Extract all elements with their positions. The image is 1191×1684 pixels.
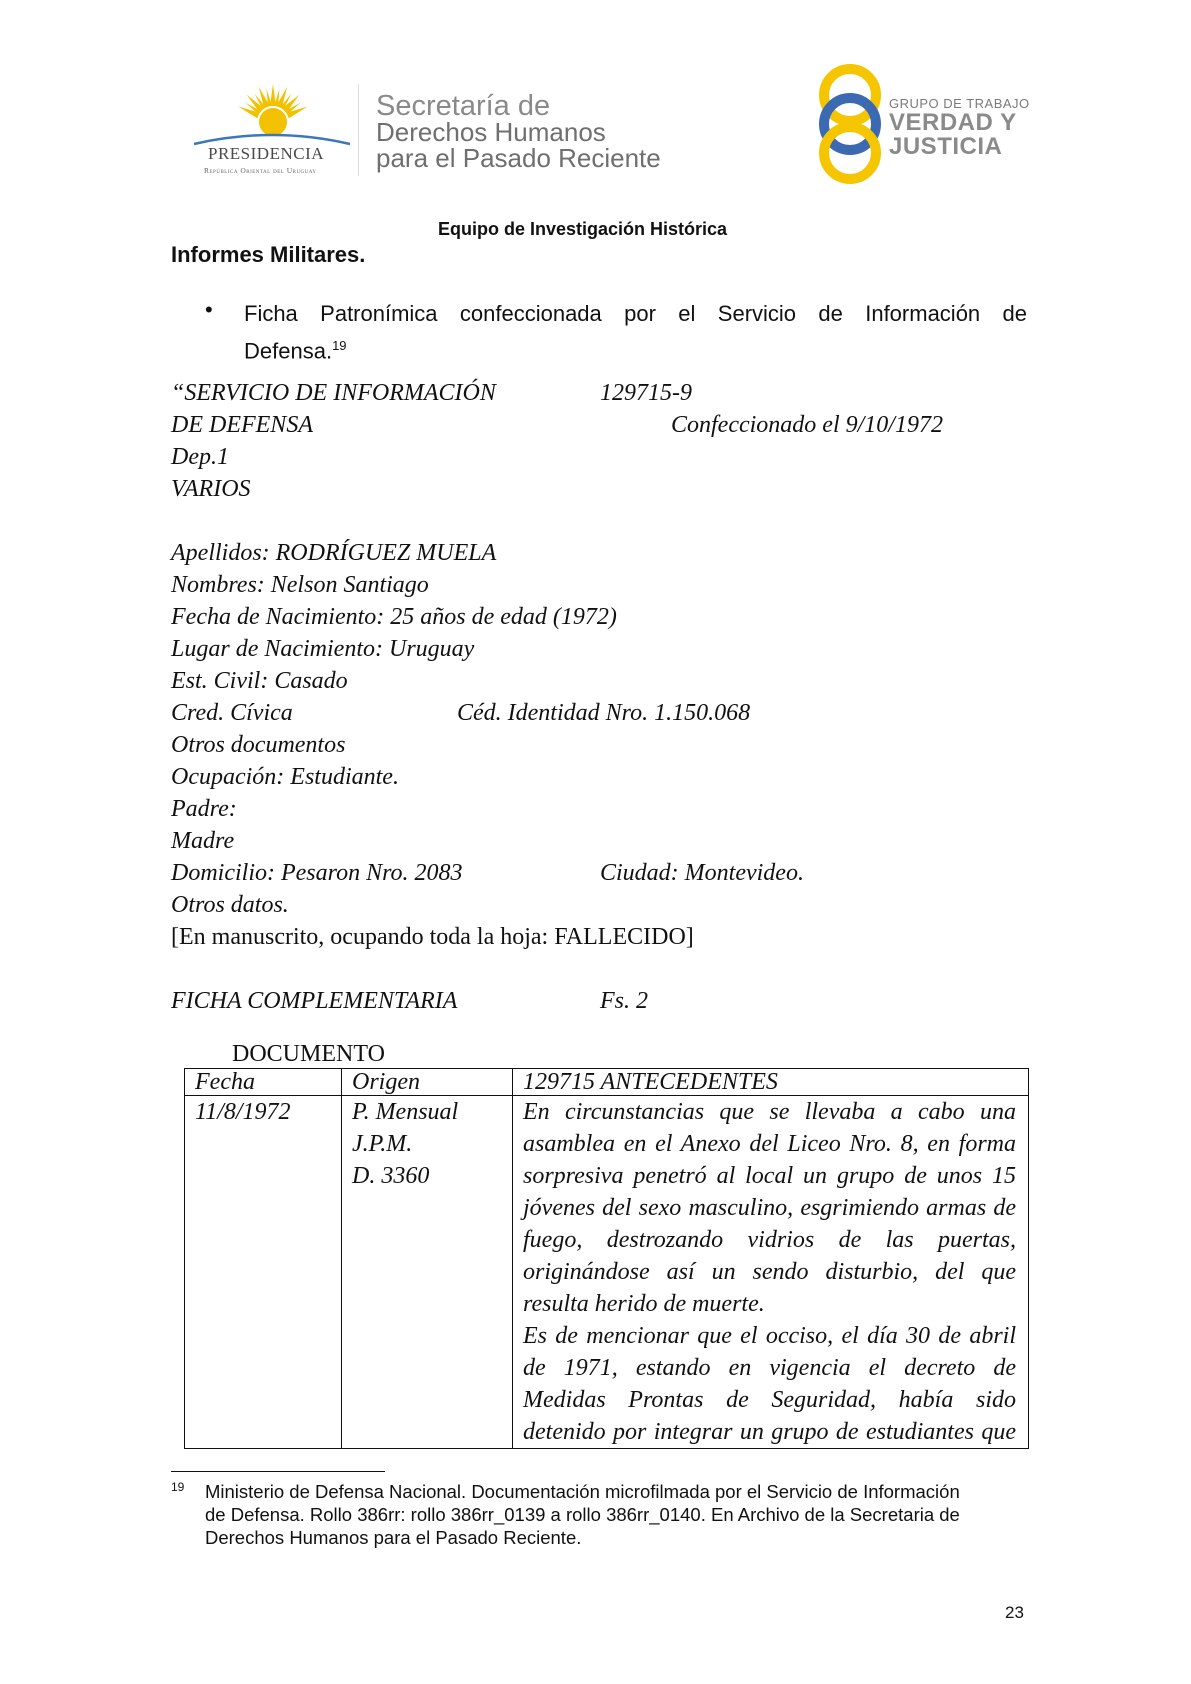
grupo-logo-text xyxy=(889,96,1030,159)
footnote-line: Ministerio de Defensa Nacional. Documentación microfilmada por el Servicio de Información xyxy=(205,1481,960,1502)
cell-antecedentes xyxy=(513,1096,1029,1449)
presidencia-name: PRESIDENCIA xyxy=(208,144,325,163)
ficha-cred-civica: Cred. Cívica xyxy=(171,700,293,726)
ficha-complementaria: FICHA COMPLEMENTARIA xyxy=(171,988,458,1014)
origen-line: J.P.M. xyxy=(352,1131,413,1157)
ficha-nombres: Nombres: Nelson Santiago xyxy=(171,572,429,598)
ficha-madre: Madre xyxy=(171,828,235,854)
ficha-l2-right: Confeccionado el 9/10/1972 xyxy=(671,412,943,438)
ficha-domicilio: Domicilio: Pesaron Nro. 2083 xyxy=(171,860,463,886)
header-divider xyxy=(358,84,359,176)
antecedentes-line: asamblea en el Anexo del Liceo Nro. 8, en forma xyxy=(523,1131,1016,1157)
grupo-small: GRUPO DE TRABAJO xyxy=(889,96,1030,111)
footnote-number: 19 xyxy=(171,1480,185,1494)
bullet-dot: • xyxy=(205,297,213,322)
antecedentes-line: originándose así un sendo disturbio, del que xyxy=(523,1259,1016,1285)
grupo-line1: VERDAD Y xyxy=(889,109,1017,136)
arc-icon xyxy=(190,126,355,146)
antecedentes-line: sorpresiva penetró al local un grupo de unos 15 xyxy=(523,1163,1016,1189)
ficha-ced-identidad: Céd. Identidad Nro. 1.150.068 xyxy=(457,700,751,726)
antecedentes-line: En circunstancias que se llevaba a cabo una xyxy=(523,1099,1016,1125)
ficha-dep: Dep.1 xyxy=(171,444,229,470)
antecedentes-line: de 1971, estando en vigencia el decreto de xyxy=(523,1355,1016,1381)
page-number: 23 xyxy=(1005,1603,1024,1622)
ficha-l1-left: “SERVICIO DE INFORMACIÓN xyxy=(171,380,496,406)
antecedentes-table xyxy=(184,1068,1029,1449)
antecedentes-line: Es de mencionar que el occiso, el día 30 de abril xyxy=(523,1323,1016,1349)
antecedentes-line: Medidas Prontas de Seguridad, había sido xyxy=(523,1387,1016,1413)
table-header-row xyxy=(185,1069,1029,1096)
ficha-manuscrito: [En manuscrito, ocupando toda la hoja: FALLECIDO] xyxy=(171,924,694,950)
footnote-rule xyxy=(171,1471,385,1472)
ficha-ocupacion: Ocupación: Estudiante. xyxy=(171,764,399,790)
ficha-l2-left: DE DEFENSA xyxy=(171,412,313,438)
footnote-line: Derechos Humanos para el Pasado Reciente. xyxy=(205,1527,582,1548)
ficha-est-civil: Est. Civil: Casado xyxy=(171,668,348,694)
antecedentes-line: fuego, destrozando vidrios de las puertas, xyxy=(523,1227,1016,1253)
cell-fecha: 11/8/1972 xyxy=(185,1096,342,1449)
ficha-padre: Padre: xyxy=(171,796,237,822)
rings-icon xyxy=(812,63,888,185)
header-origen: Origen xyxy=(342,1069,513,1096)
bullet-line1: Ficha Patronímica confeccionada por el Servicio de Información de xyxy=(244,301,1027,326)
header-antecedentes: 129715 ANTECEDENTES xyxy=(513,1069,1029,1096)
ficha-varios: VARIOS xyxy=(171,476,251,502)
origen-line: D. 3360 xyxy=(352,1163,430,1189)
footnote-line: de Defensa. Rollo 386rr: rollo 386rr_0139 a rollo 386rr_0140. En Archivo de la Secretaria de xyxy=(205,1504,960,1525)
secretaria-line2: Derechos Humanos xyxy=(376,117,606,147)
bullet-line2-text: Defensa. xyxy=(244,338,333,364)
secretaria-line3: para el Pasado Reciente xyxy=(376,143,661,173)
grupo-line2: JUSTICIA xyxy=(889,133,1003,160)
ficha-otros-docs: Otros documentos xyxy=(171,732,346,758)
ficha-otros-datos: Otros datos. xyxy=(171,892,289,918)
team-heading: Equipo de Investigación Histórica xyxy=(438,219,728,239)
ficha-apellidos: Apellidos: RODRÍGUEZ MUELA xyxy=(171,540,497,566)
presidencia-sub: República Oriental del Uruguay xyxy=(204,166,317,175)
presidencia-logo xyxy=(190,82,355,178)
footnote-ref: 19 xyxy=(332,338,347,353)
footnote-text xyxy=(205,1480,1025,1549)
origen-line: P. Mensual xyxy=(352,1099,459,1125)
ficha-ciudad: Ciudad: Montevideo. xyxy=(600,860,804,886)
ficha-fecha-nac: Fecha de Nacimiento: 25 años de edad (1972) xyxy=(171,604,617,630)
header-fecha: Fecha xyxy=(185,1069,342,1096)
ficha-l1-right: 129715-9 xyxy=(600,380,692,406)
secretaria-logo xyxy=(376,90,661,173)
table-row xyxy=(185,1096,1029,1449)
section-title: Informes Militares. xyxy=(171,242,366,267)
antecedentes-line: jóvenes del sexo masculino, esgrimiendo armas de xyxy=(523,1195,1016,1221)
secretaria-line1: Secretaría de xyxy=(376,90,551,122)
documento-label: DOCUMENTO xyxy=(232,1041,385,1067)
ficha-lugar-nac: Lugar de Nacimiento: Uruguay xyxy=(171,636,475,662)
cell-origen xyxy=(342,1096,513,1449)
ficha-fs: Fs. 2 xyxy=(600,988,648,1014)
antecedentes-line: detenido por integrar un grupo de estudiantes que xyxy=(523,1419,1016,1445)
antecedentes-line: resulta herido de muerte. xyxy=(523,1291,765,1317)
bullet-line2 xyxy=(244,330,347,367)
